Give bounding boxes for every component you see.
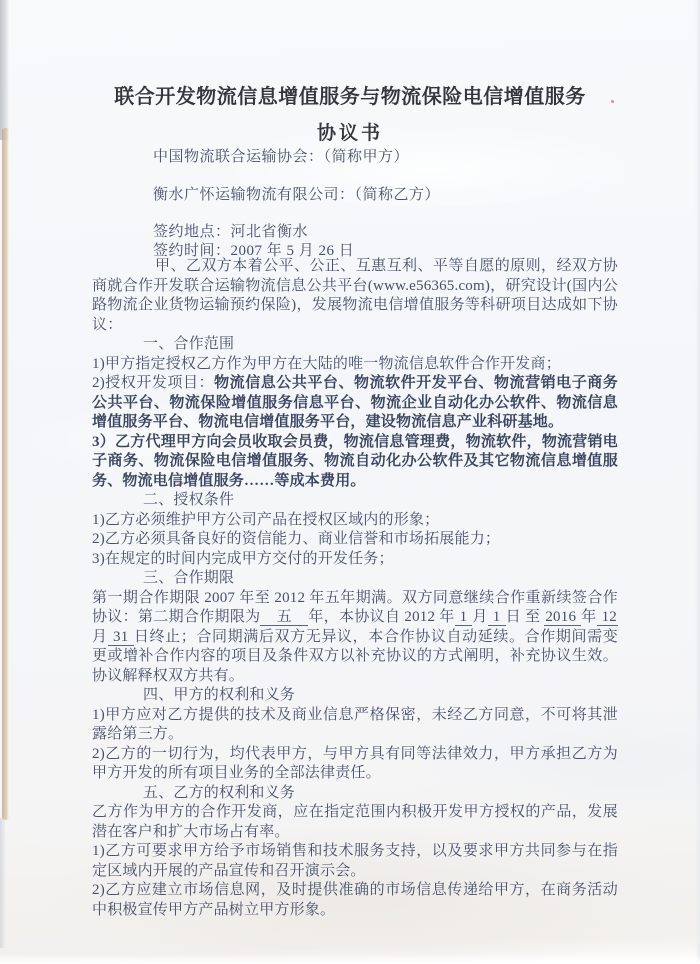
filled-in-value: 1 [455,609,472,625]
scan-edge-bottom [0,954,700,964]
document-subtitle: 协议书 [316,122,383,144]
text-run: 3)在规定的时间内完成甲方交付的开发任务； [92,550,394,567]
document-paragraph [92,686,618,706]
text-run: 3）乙方代理甲方向会员收取会员费，物流信息管理费，物流软件，物流营销电子商务、物流保险电信增值服务、物流自动化办公软件及其它物流信息增值服务、物流电信增值服务……等成本费用。 [92,433,618,489]
document-paragraph [92,355,618,375]
text-run: 甲、乙双方本着公平、公正、互惠互利、平等自愿的原则，经双方协商就合作开发联合运输物流信息公共平台(www.e56365.com)，研究设计(国内公路物流企业货物运输预约保险)，发展物流电信增值服务等科研项目达成如下协议： [92,258,618,333]
filled-in-value: 2016 [545,609,581,625]
text-run: 月 [92,628,108,645]
document-paragraph [92,589,618,687]
party-b-line: 衡水广怀运输物流有限公司：（简称乙方） [153,187,441,203]
document-paragraph [92,374,618,433]
document-paragraph [92,550,618,570]
text-run: 2)乙方必须具备良好的资信能力、商业信誉和市场拓展能力； [92,531,501,547]
text-run: 五、乙方的权利和义务 [143,784,296,801]
filled-in-value: 12 [597,609,618,625]
text-run: 月 [472,609,488,625]
document-paragraph [92,491,618,511]
text-run: 日 至 [505,609,545,625]
document-paragraph [92,433,618,492]
filled-in-value: 1 [488,609,505,625]
document-paragraph [92,784,618,804]
text-run: 2)乙方应建立市场信息网，及时提供准确的市场信息传递给甲方，在商务活动中积极宣传甲方产品树立甲方形象。 [92,882,618,918]
document-paragraph [92,569,618,589]
document-body [92,257,618,920]
sign-date-line: 签约时间：2007 年 5 月 26 日 [153,243,355,259]
document-paragraph [92,803,618,842]
party-a-line: 中国物流联合运输协会：（简称甲方） [153,149,410,165]
filled-in-value: 五 [261,609,308,625]
document-paragraph [92,706,618,745]
text-run: 2)乙方的一切行为，均代表甲方，与甲方具有同等法律效力，甲方承担乙方为甲方开发的所有项目业务的全部法律责任。 [92,745,618,781]
text-run: 1)乙方可要求甲方给予市场销售和技术服务支持，以及要求甲方共同参与在指定区域内开展的产品宣传和召开演示会。 [92,843,618,879]
document-paragraph [92,335,618,355]
text-run: 1)甲方应对乙方提供的技术及商业信息严格保密，未经乙方同意，不可将其泄露给第三方。 [92,706,618,742]
text-run: 四、甲方的权利和义务 [143,687,296,703]
scan-edge-left-tan [2,128,9,820]
text-run: 日终止；合同期满后双方无异议，本合作协议自动延续。合作期间需变更或增补合作内容的项目及条件双方以补充协议的方式阐明，补充协议生效。协议解释权双方共有。 [92,628,618,684]
text-run: 年，本协议自 2012 年 [308,609,455,625]
document-paragraph [92,511,618,531]
text-run: 第一期合作期限 2007 年至 2012 年五年期满。双方同意继续合作重新续签合作协议：第二期合作期限为 [92,589,618,625]
document-paragraph [92,530,618,550]
document-paragraph [92,745,618,784]
document-paragraph [92,881,618,920]
scan-edge-left-lower [0,818,6,948]
document-title: 联合开发物流信息增值服务与物流保险电信增值服务 [114,84,586,108]
text-run: 物流信息公共平台、物流软件开发平台、物流营销电子商务公共平台、物流保险增值服务信息平台、物流企业自动化办公软件、物流信息增值服务平台、物流电信增值服务平台，建设物流信息产业科研基地。 [92,375,619,430]
document-paragraph [92,257,618,335]
filled-in-value: 31 [108,628,133,645]
sign-place-line: 签约地点：河北省衡水 [153,224,309,240]
text-run: 1)甲方指定授权乙方作为甲方在大陆的唯一物流信息软件合作开发商； [92,355,561,372]
text-run: 1)乙方必须维护甲方公司产品在授权区域内的形象； [92,511,440,528]
text-run: 2)授权开发项目： [92,375,215,391]
text-run: 三、合作期限 [143,570,235,586]
text-run: 年 [581,609,597,625]
document-paragraph [92,842,618,881]
text-run: 二、授权条件 [143,492,235,508]
text-run: 乙方作为甲方的合作开发商，应在指定范围内积极开发甲方授权的产品，发展潜在客户和扩大市场占有率。 [92,804,618,840]
text-run: 一、合作范围 [143,336,235,352]
